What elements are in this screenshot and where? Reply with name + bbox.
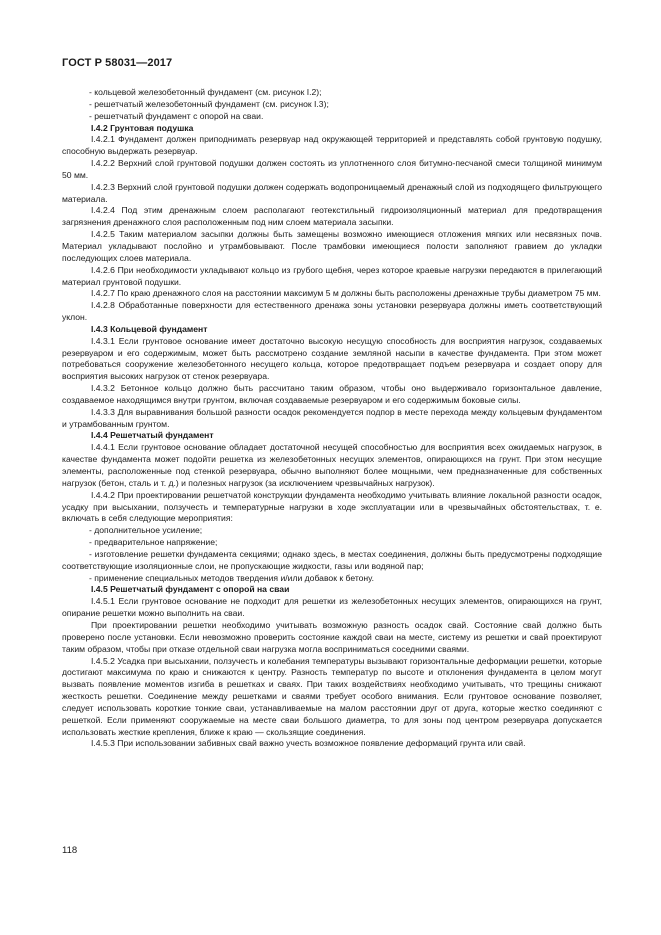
page-number: 118 bbox=[62, 845, 78, 856]
paragraph: I.4.2.6 При необходимости укладывают кольцо из грубого щебня, через которое краевые нагрузки передаются в прилегающий материал грунтовой подушки. bbox=[62, 264, 602, 287]
paragraph: I.4.4.1 Если грунтовое основание обладает достаточной несущей способностью для восприятия всех ожидаемых нагрузок, в качестве фундамента может подойти решетка из железобетонных несущих элементов, опирающихся на грунт. При этом несущие элементы, расположенные под стенкой резервуара, обычно выполняют более мощными, чем предназначенные для собственных нагрузок (бетон, сталь и т. д.) и полезных нагрузок (за исключением чрезвычайных нагрузок). bbox=[62, 442, 602, 488]
paragraph: I.4.2.8 Обработанные поверхности для естественного дренажа зоны установки резервуара должны иметь соответствующий уклон. bbox=[62, 300, 602, 323]
paragraph: I.4.2.7 По краю дренажного слоя на расстоянии максимум 5 м должны быть расположены дренажные трубы диаметром 75 мм. bbox=[91, 288, 601, 299]
paragraph: При проектировании решетки необходимо учитывать возможную разность осадок свай. Состояние свай должно быть проверено после установки. Если невозможно проверить состояние каждой сваи на месте, систему из решетки и свай проектируют таким образом, чтобы при отказе отдельной сваи нагрузка могла восприниматься соседними сваями. bbox=[62, 619, 602, 654]
paragraph: I.4.2.3 Верхний слой грунтовой подушки должен содержать водопроницаемый дренажный слой из подходящего фильтрующего материала. bbox=[62, 181, 602, 204]
section-heading: I.4.2 Грунтовая подушка bbox=[91, 122, 194, 133]
list-item: - предварительное напряжение; bbox=[62, 537, 602, 549]
list-item: - дополнительное усиление; bbox=[62, 525, 602, 537]
paragraph: I.4.2.5 Таким материалом засыпки должны быть замещены возможно имеющиеся отложения мягких или несвязных почв. Материал укладывают послойно и утрамбовывают. После трамбовки имеющиеся полости заполняют гравием до укладки последующих слоев материала. bbox=[62, 229, 602, 263]
paragraph: I.4.3.1 Если грунтовое основание имеет достаточно высокую несущую способность для восприятия нагрузок, создаваемых резервуаром и его содержимым, может быть рассмотрено создание земляной насыпи в качестве фундамента. При этом может потребоваться сооружение железобетонного несущего кольца, которое предотвращает подъем резервуара и создает опору для восприятия высоких нагрузок от стенок резервуара. bbox=[62, 335, 602, 382]
section-heading: I.4.3 Кольцевой фундамент bbox=[91, 323, 208, 334]
list-item: - решетчатый фундамент с опорой на сваи. bbox=[62, 111, 602, 123]
document-header: ГОСТ Р 58031—2017 bbox=[62, 57, 173, 69]
paragraph: I.4.3.2 Бетонное кольцо должно быть рассчитано таким образом, чтобы оно выдерживало горизонтальное давление, создаваемое находящимся внутри грунтом, включая создаваемые резервуаром и его содержимым боковые силы. bbox=[62, 383, 602, 405]
section-heading: I.4.5 Решетчатый фундамент с опорой на сваи bbox=[91, 584, 290, 595]
paragraph: I.4.5.2 Усадка при высыхании, ползучесть и колебания температуры вызывают горизонтальные деформации решетки, которые достигают максимума по краю и снижаются к центру. Разность температур по высоте и отклонения фундамента в целом могут вызвать появление моментов изгиба в решетках и сваях. При таких воздействиях необходимо учитывать, что трещины снижают жесткость решетки. Соединение между решетками и сваями требует особого внимания. Если грунтовое основание позволяет, следует использовать короткие тонкие сваи, устанавливаемые на малом расстоянии друг от друга, которые жестко соединяют с решеткой. Если применяют сооружаемые на месте сваи большого диаметра, то для зоны под центром резервуара допускается использовать жесткие крепления, ближе к краю — скользящие соединения. bbox=[62, 655, 602, 737]
paragraph: I.4.4.2 При проектировании решетчатой конструкции фундамента необходимо учитывать влияние локальной разности осадок, усадку при высыхании, ползучесть и температурные нагрузки в ходе эксплуатации или в чрезвычайных обстоятельствах, т. е. включать в себя следующие мероприятия: bbox=[62, 489, 602, 524]
list-item: - решетчатый железобетонный фундамент (см. рисунок I.3); bbox=[62, 99, 602, 111]
document-body bbox=[62, 87, 602, 750]
paragraph: I.4.5.3 При использовании забивных свай важно учесть возможное появление деформаций грунта или свай. bbox=[91, 738, 526, 749]
list-item: - кольцевой железобетонный фундамент (см. рисунок I.2); bbox=[62, 87, 602, 99]
paragraph: I.4.3.3 Для выравнивания большой разности осадок рекомендуется подпор в месте перехода между кольцевым фундаментом и утрамбованным грунтом. bbox=[62, 406, 602, 429]
paragraph: I.4.2.1 Фундамент должен приподнимать резервуар над окружающей территорией и представлять собой грунтовую подушку, способную выдержать резервуар. bbox=[62, 134, 602, 157]
list-item: - применение специальных методов твердения и/или добавок к бетону. bbox=[62, 573, 602, 585]
paragraph: I.4.5.1 Если грунтовое основание не подходит для решетки из железобетонных несущих элементов, опирающихся на грунт, опирание решетки можно выполнить на сваи. bbox=[62, 596, 602, 619]
list-item-text: изготовление решетки фундамента секциями; однако здесь, в местах соединения, должны быть предусмотрены подходящие соответствующие изоляционные слои, не пропускающие жидкости, газы или водяной пар; bbox=[62, 548, 602, 571]
paragraph: I.4.2.4 Под этим дренажным слоем располагают геотекстильный гидроизоляционный материал для предотвращения загрязнения дренажного слоя расположенным под ним слоем материала засыпки. bbox=[62, 205, 602, 228]
paragraph: I.4.2.2 Верхний слой грунтовой подушки должен состоять из уплотненного слоя битумно-песчаной смеси толщиной минимум 50 мм. bbox=[62, 158, 602, 180]
section-heading: I.4.4 Решетчатый фундамент bbox=[91, 430, 214, 441]
list-item: - изготовление решетки фундамента секциями; однако здесь, в местах соединения, должны быть предусмотрены подходящие соответствующие изоляционные слои, не пропускающие жидкости, газы или водяной пар; bbox=[62, 548, 602, 571]
